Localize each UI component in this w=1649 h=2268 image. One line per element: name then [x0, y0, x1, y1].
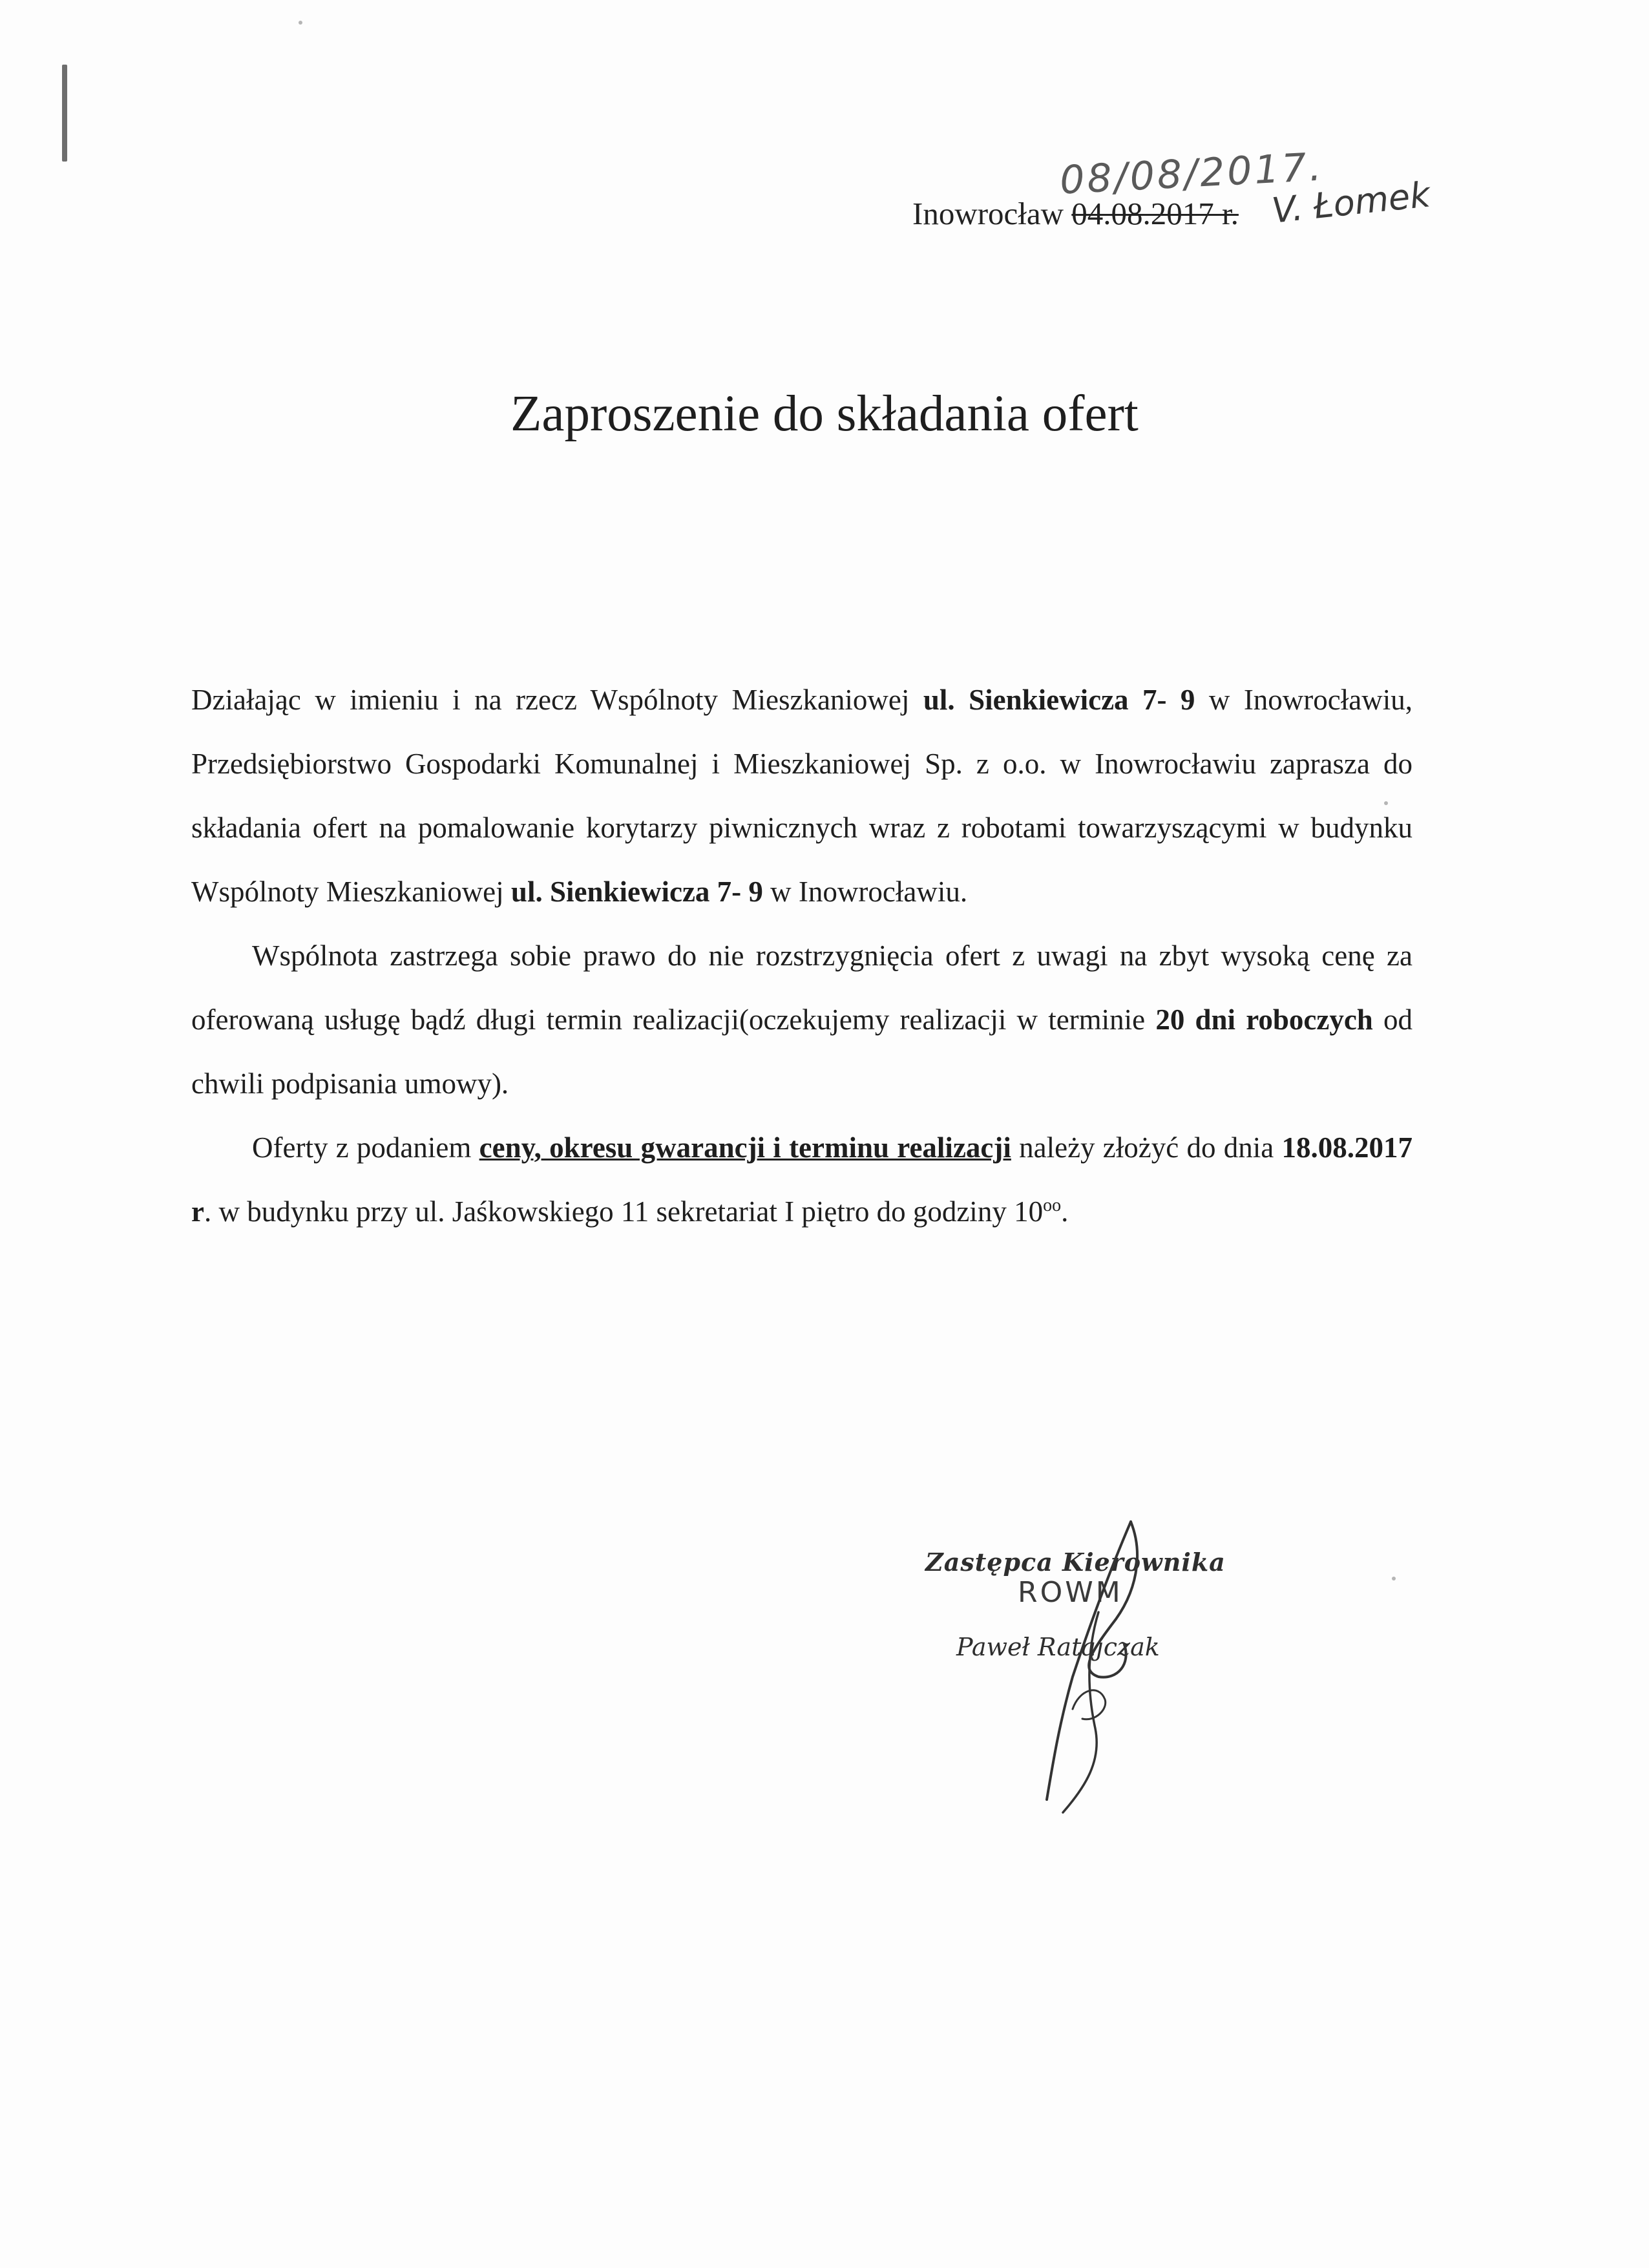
address-bold: ul. Sienkiewicza 7- 9 — [510, 876, 763, 908]
handwritten-initials: V. Łomek — [1270, 174, 1433, 231]
document-title: Zaproszenie do składania ofert — [510, 386, 1139, 442]
stamp-position: Zastępca Kierownika — [925, 1548, 1226, 1577]
paragraph-invitation: Działając w imieniu i na rzecz Wspólnoty Mieszkaniowej ul. Sienkiewicza 7- 9 w Inowrocławiu, Przedsiębiorstwo Gospodarki Komunalnej i Mieszkaniowej Sp. z o.o. w Inowrocławiu zaprasza do składania ofert na pomalowanie korytarzy piwnicznych wraz z robotami towarzyszącymi w budynku Wspólnoty Mieszkaniowej ul. Sienkiewicza 7- 9 w Inowrocławiu. — [191, 684, 1413, 908]
deadline-days-bold: 20 dni roboczych — [1155, 1003, 1373, 1036]
paragraph-submission: Oferty z podaniem ceny, okresu gwarancji i terminu realizacji należy złożyć do dnia 18.08.2017 r. w budynku przy ul. Jaśkowskiego 11 sekretariat I piętro do godziny $10^{oo}$. — [191, 1131, 1413, 1228]
place-name: Inowrocław — [912, 196, 1064, 231]
stamp-department: ROWM — [1018, 1576, 1123, 1609]
offer-requirements-underlined: ceny, okresu gwarancji i terminu realizacji — [479, 1131, 1011, 1164]
scan-speck — [1392, 1577, 1396, 1580]
stamp-name: Paweł Ratajczak — [956, 1633, 1160, 1661]
submission-date-bold: 18.08.2017 r — [191, 1131, 1413, 1228]
scan-edge-mark — [62, 65, 67, 162]
paragraph-reservation: Wspólnota zastrzega sobie prawo do nie rozstrzygnięcia ofert z uwagi na zbyt wysoką cenę za oferowaną usługę bądź długi termin realizacji(oczekujemy realizacji w terminie 20 dni roboczych od chwili podpisania umowy). — [191, 940, 1413, 1100]
hour-superscript: oo — [1043, 1195, 1062, 1215]
place-date-line — [912, 195, 1239, 232]
address-bold: ul. Sienkiewicza 7- 9 — [923, 684, 1195, 716]
handwritten-date: 08/08/2017. — [1058, 144, 1325, 204]
letter-body — [191, 668, 1413, 1244]
struck-original-date: 04.08.2017 r. — [1071, 196, 1239, 231]
scan-speck — [299, 21, 302, 25]
handwritten-signature — [950, 1515, 1221, 1825]
